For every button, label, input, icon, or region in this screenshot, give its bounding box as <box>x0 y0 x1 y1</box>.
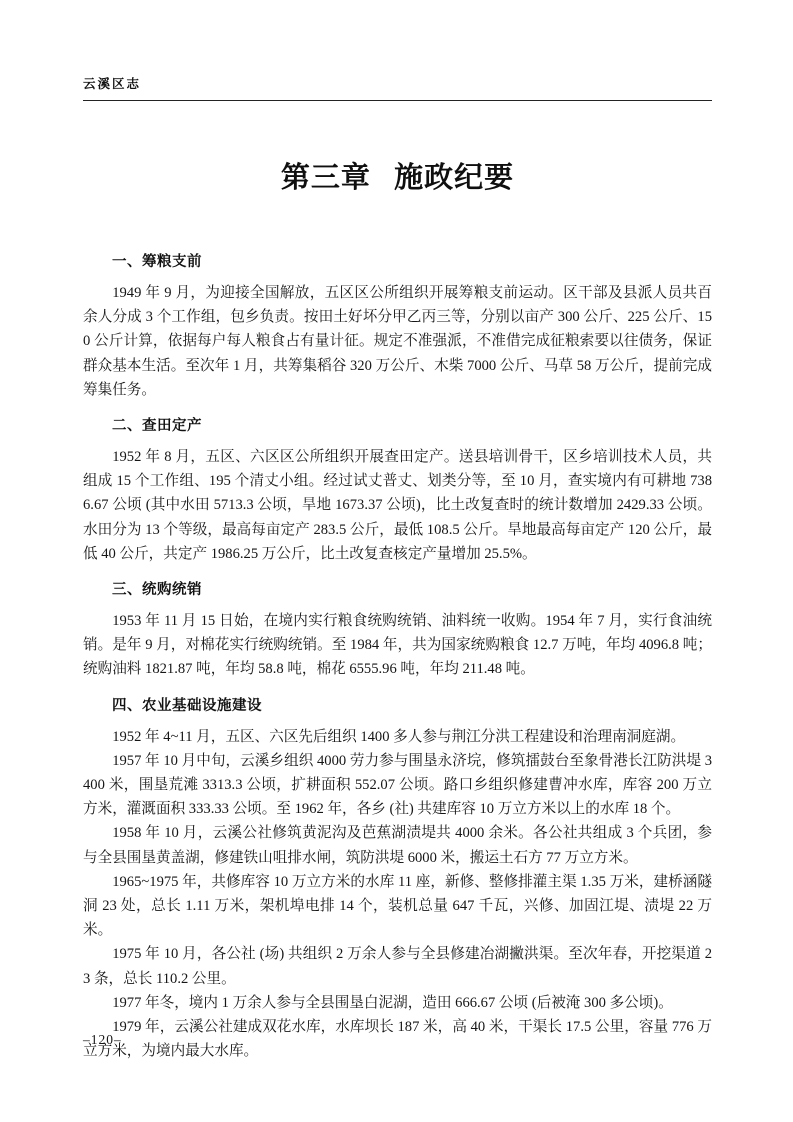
chapter-name: 施政纪要 <box>394 162 515 194</box>
section-2-heading: 二、查田定产 <box>112 418 202 435</box>
chapter-title <box>83 155 712 201</box>
section-2-chatian <box>83 417 712 566</box>
chapter-number: 第三章 <box>280 162 371 194</box>
section-4-heading: 四、农业基础设施建设 <box>112 697 262 714</box>
section-1-chougrain <box>83 253 712 402</box>
section-4-paragraph-4: 1965~1975 年，共修库容 10 万立方米的水库 11 座，新修、整修排灌主渠 1.35 万米，建桥涵隧洞 23 处，总长 1.11 万米，架机埠电排 14 个，装机总量 647 千瓦，兴修、加固江堤、渍堤 22 万米。 <box>83 873 712 939</box>
page-header <box>83 76 712 101</box>
section-4-paragraph-2: 1957 年 10 月中旬，云溪乡组织 4000 劳力参与围垦永济垸，修筑擂鼓台至象骨港长江防洪堤 3400 米，围垦荒滩 3313.3 公顷，扩耕面积 552.07 公顷。路口乡组织修建曹冲水库，库容 200 万立方米，灌溉面积 333.33 公顷。至 1962 年，各乡 (社) 共建库容 10 万立方米以上的水库 18 个。 <box>83 752 712 818</box>
section-2-paragraph: 1952 年 8 月，五区、六区区公所组织开展查田定产。送县培训骨干，区乡培训技术人员，共组成 15 个工作组、195 个清丈小组。经过试丈普丈、划类分等，至 10 月，查实境内有可耕地 7386.67 公顷 (其中水田 5713.3 公顷，旱地 1673.37 公顷)，比土改复查时的统计数增加 2429.33 公顷。水田分为 13 个等级，最高每亩定产 283.5 公斤，最低 108.5 公斤。旱地最高每亩定产 120 公斤，最低 40 公斤，共定产 1986.25 万公斤，比土改复查核定产量增加 25.5%。 <box>83 449 712 562</box>
header-rule <box>83 100 712 101</box>
running-header-title: 云溪区志 <box>83 77 142 91</box>
section-4-paragraph-3: 1958 年 10 月，云溪公社修筑黄泥沟及芭蕉湖渍堤共 4000 余米。各公社共组成 3 个兵团，参与全县围垦黄盖湖，修建铁山咀排水闸，筑防洪堤 6000 米，搬运土石方 77 万立方米。 <box>83 825 712 866</box>
page-number: –120– <box>83 1032 122 1047</box>
section-4-paragraph-5: 1975 年 10 月，各公社 (场) 共组织 2 万余人参与全县修建冶湖撇洪渠。至次年春，开挖渠道 23 条，总长 110.2 公里。 <box>83 946 712 987</box>
section-3-tonggou <box>83 581 712 682</box>
section-4-nongye <box>83 697 712 1064</box>
section-4-paragraph-6: 1977 年冬，境内 1 万余人参与全县围垦白泥湖，造田 666.67 公顷 (后被淹 300 多公顷)。 <box>112 994 673 1011</box>
section-3-paragraph: 1953 年 11 月 15 日始，在境内实行粮食统购统销、油料统一收购。1954 年 7 月，实行食油统销。是年 9 月，对棉花实行统购统销。至 1984 年，共为国家统购粮食 12.7 万吨，年均 4096.8 吨；统购油料 1821.87 吨，年均 58.8 吨，棉花 6555.96 吨，年均 211.48 吨。 <box>83 613 712 678</box>
section-3-heading: 三、统购统销 <box>112 582 202 599</box>
section-1-heading: 一、筹粮支前 <box>112 254 202 270</box>
section-1-paragraph: 1949 年 9 月，为迎接全国解放，五区区公所组织开展筹粮支前运动。区干部及县派人员共百余人分成 3 个工作组，包乡负责。按田土好坏分甲乙丙三等，分别以亩产 300 公斤、225 公斤、150 公斤计算，依据每户每人粮食占有量计征。规定不准强派，不准借完成征粮索要以往债务，保证群众基本生活。至次年 1 月，共筹集稻谷 320 万公斤、木柴 7000 公斤、马草 58 万公斤，提前完成筹集任务。 <box>83 285 712 398</box>
section-4-paragraph-1: 1952 年 4~11 月，五区、六区先后组织 1400 多人参与荆江分洪工程建设和治理南洞庭湖。 <box>112 728 686 745</box>
section-4-paragraph-7: 1979 年，云溪公社建成双花水库，水库坝长 187 米，高 40 米，干渠长 17.5 公里，容量 776 万立方米，为境内最大水库。 <box>83 1019 712 1060</box>
